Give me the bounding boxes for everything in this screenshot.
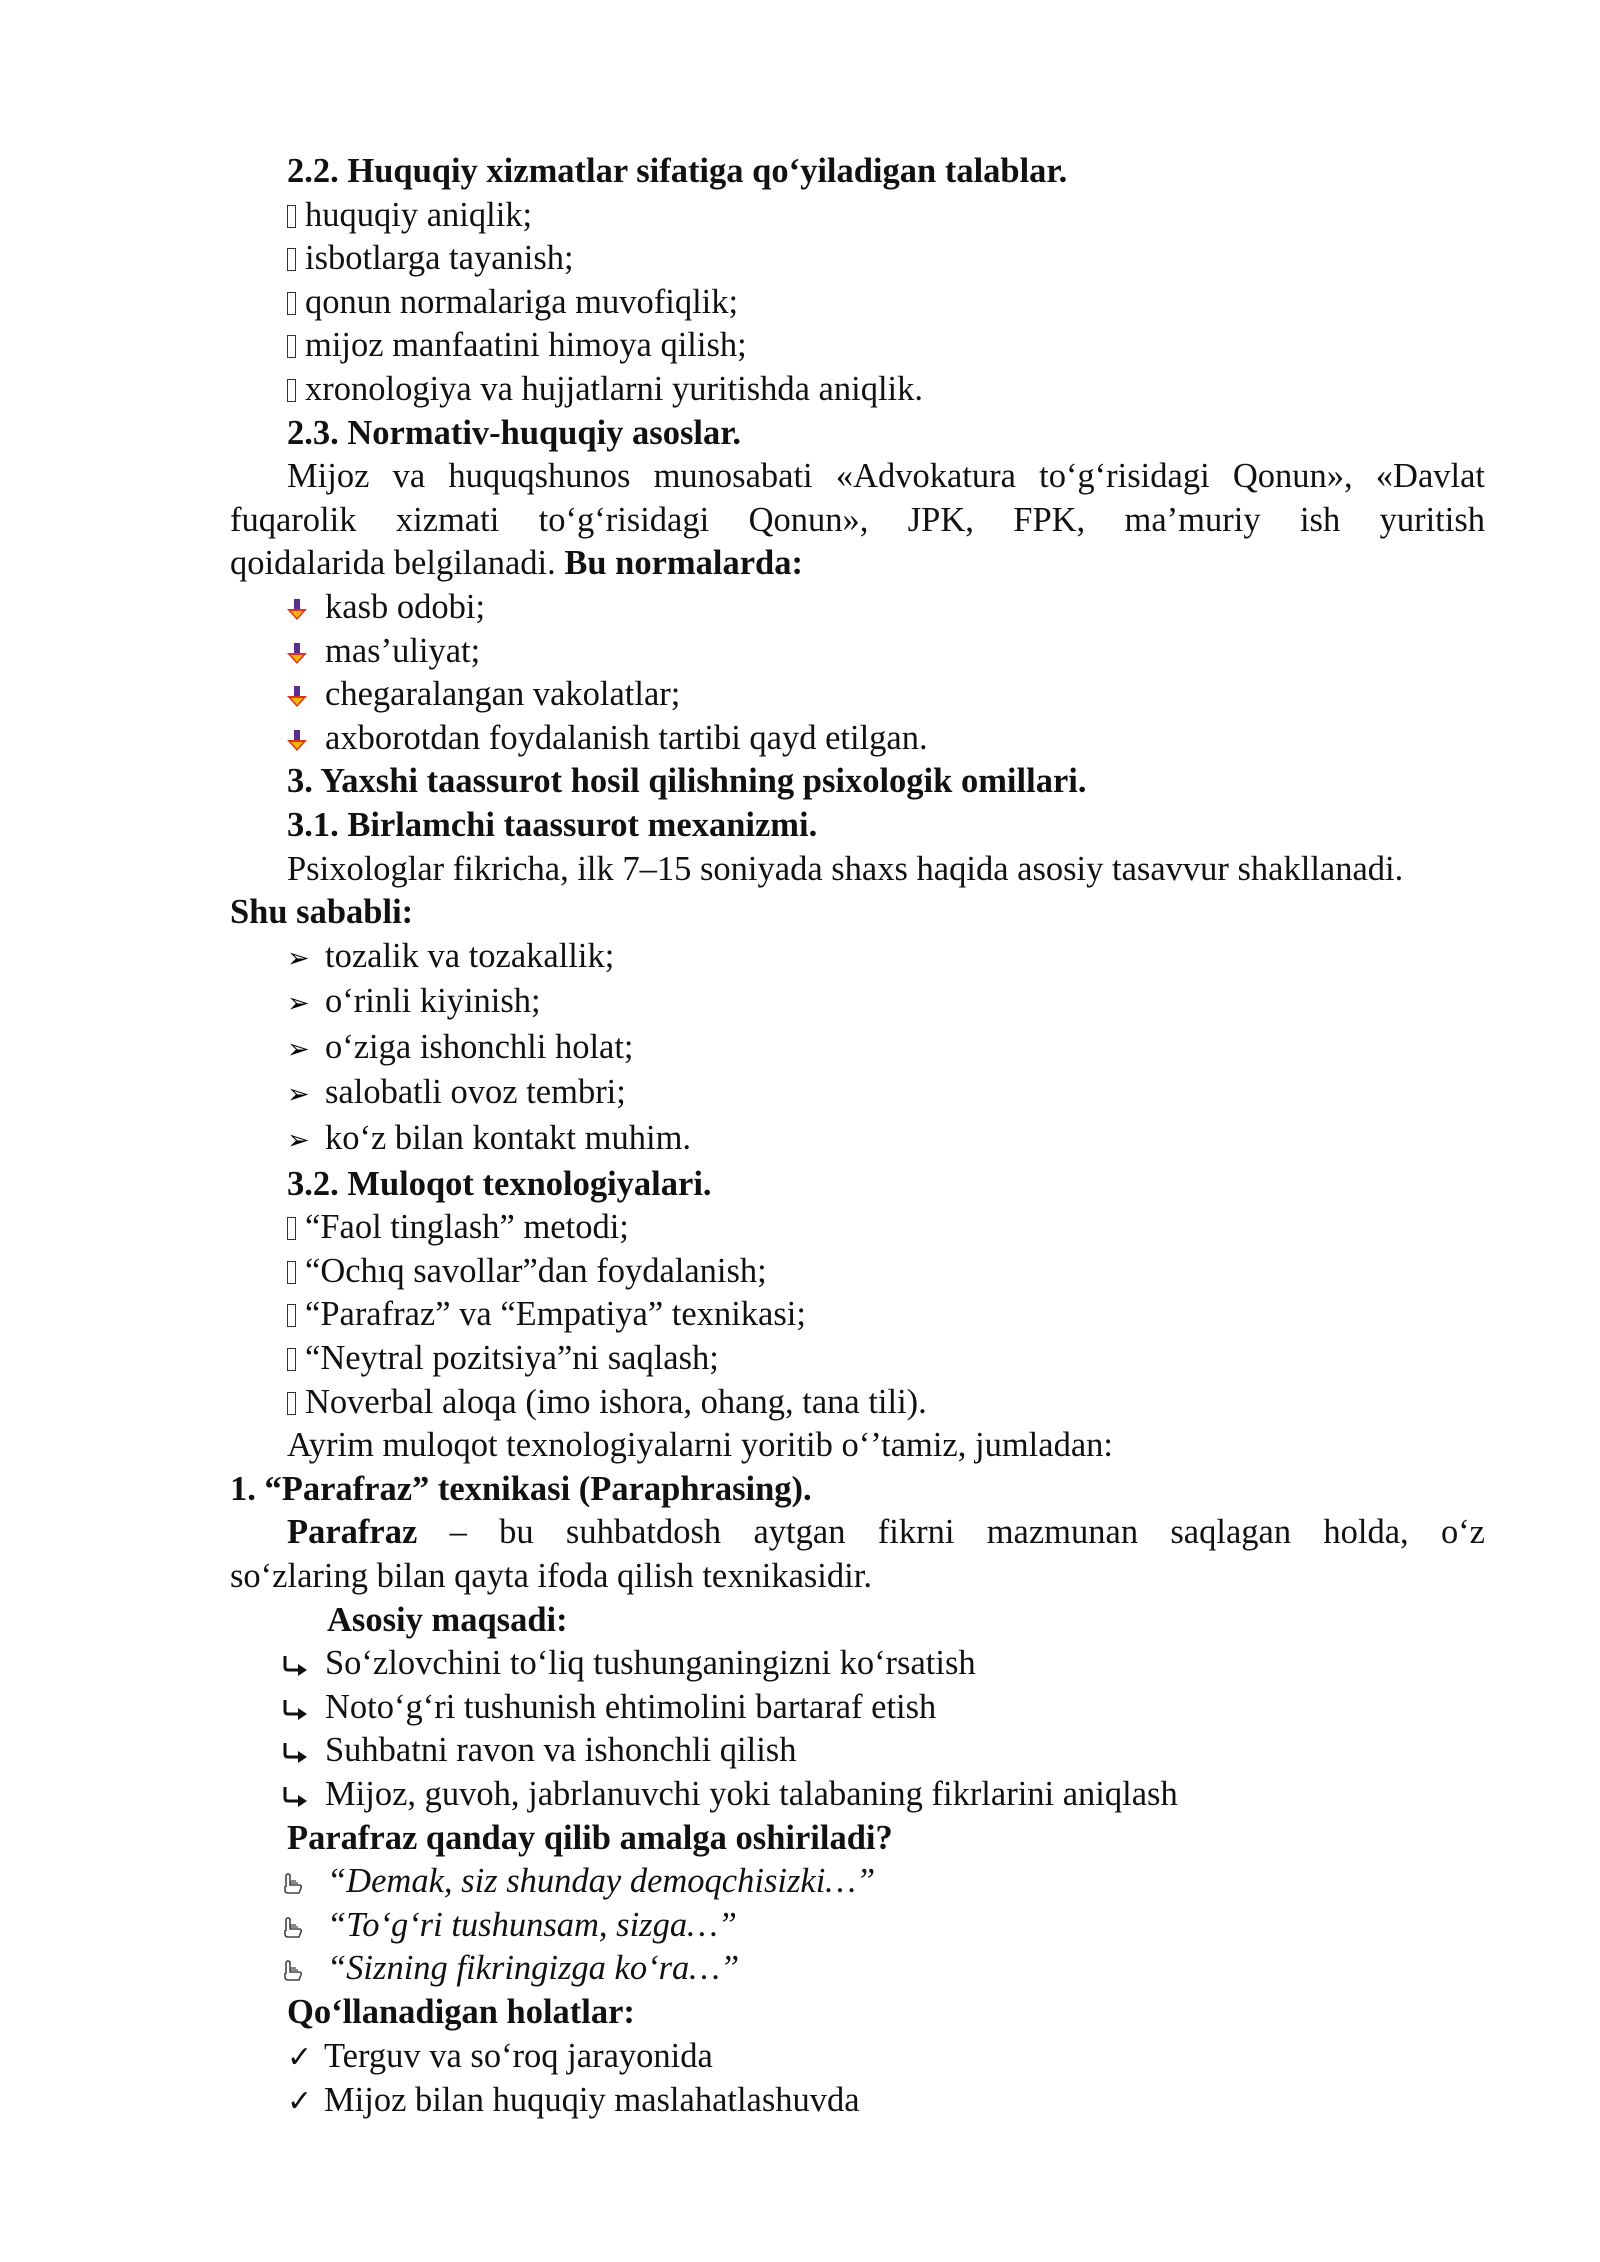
section-heading-3: 3. Yaxshi taassurot hosil qilishning psixologik omillari. <box>287 762 1087 801</box>
check-mark-icon: ✓ <box>287 2084 313 2120</box>
document-page <box>230 150 1485 2124</box>
list-item: kasb odobi; <box>230 586 1485 630</box>
empty-box-icon <box>287 1250 305 1294</box>
requirements-list <box>230 194 1485 412</box>
curved-arrow-icon <box>282 1773 325 1817</box>
usage-list <box>230 2035 1485 2124</box>
empty-box-icon <box>287 1293 305 1337</box>
section-heading-parafraz: 1. “Parafraz” texnikasi (Paraphrasing). <box>230 1469 812 1508</box>
list-item: Noto‘g‘ri tushunish ehtimolini bartaraf etish <box>230 1686 1485 1730</box>
empty-box-icon <box>287 1381 305 1425</box>
empty-box-icon <box>287 1206 305 1250</box>
paragraph-line: Mijoz va huquqshunos munosabati «Advokatura to‘g‘risidagi Qonun», «Davlat <box>287 457 1485 496</box>
empty-box-icon <box>287 1337 305 1381</box>
right-triangle-icon: ➢ <box>287 1125 310 1157</box>
list-item: So‘zlovchini to‘liq tushunganingizni ko‘rsatish <box>230 1642 1485 1686</box>
list-item: ➢ o‘rinli kiyinish; <box>230 980 1485 1026</box>
list-item: “Sizning fikringizga ko‘ra…” <box>230 1947 1485 1991</box>
right-triangle-icon: ➢ <box>287 942 310 974</box>
paragraph-line: fuqarolik xizmati to‘g‘risidagi Qonun», JPK, FPK, ma’muriy ish yuritish <box>230 500 1485 539</box>
list-item: “Ochıq savollar”dan foydalanish; <box>230 1250 1485 1294</box>
list-item: ✓ Terguv va so‘roq jarayonida <box>230 2035 1485 2080</box>
list-item: isbotlarga tayanish; <box>230 237 1485 281</box>
list-item: huquqiy aniqlik; <box>230 194 1485 238</box>
right-triangle-icon: ➢ <box>287 1033 310 1065</box>
list-item: mas’uliyat; <box>230 630 1485 674</box>
right-triangle-icon: ➢ <box>287 988 310 1020</box>
curved-arrow-icon <box>282 1686 325 1730</box>
first-impression-list <box>230 935 1485 1163</box>
list-item: “Parafraz” va “Empatiya” texnikasi; <box>230 1293 1485 1337</box>
norms-list <box>230 586 1485 760</box>
pointing-hand-icon <box>282 1860 327 1904</box>
communication-tech-list <box>230 1206 1485 1424</box>
bold-lead: Bu normalarda: <box>564 544 803 583</box>
empty-box-icon <box>287 194 305 238</box>
down-arrow-icon <box>287 717 325 761</box>
bold-lead: Shu sababli: <box>230 893 414 932</box>
list-item: xronologiya va hujjatlarni yuritishda aniqlik. <box>230 368 1485 412</box>
down-arrow-icon <box>287 630 325 674</box>
how-heading: Parafraz qanday qilib amalga oshiriladi? <box>287 1818 893 1857</box>
list-item: axborotdan foydalanish tartibi qayd etilgan. <box>230 717 1485 761</box>
section-heading-3-1: 3.1. Birlamchi taassurot mexanizmi. <box>287 805 818 844</box>
paragraph-line: Parafraz – bu suhbatdosh aytgan fikrni mazmunan saqlagan holda, o‘z <box>287 1513 1485 1552</box>
list-item: ➢ o‘ziga ishonchli holat; <box>230 1026 1485 1072</box>
list-item: Suhbatni ravon va ishonchli qilish <box>230 1729 1485 1773</box>
curved-arrow-icon <box>282 1642 325 1686</box>
curved-arrow-icon <box>282 1729 325 1773</box>
down-arrow-icon <box>287 673 325 717</box>
list-item: Mijoz, guvoh, jabrlanuvchi yoki talabaning fikrlarini aniqlash <box>230 1773 1485 1817</box>
list-item: “To‘g‘ri tushunsam, sizga…” <box>230 1904 1485 1948</box>
section-heading-2-3: 2.3. Normativ-huquqiy asoslar. <box>287 413 742 452</box>
section-heading-2-2: 2.2. Huquqiy xizmatlar sifatiga qo‘yiladigan talablar. <box>287 152 1068 190</box>
empty-box-icon <box>287 237 305 281</box>
right-triangle-icon: ➢ <box>287 1079 310 1111</box>
list-item: “Faol tinglash” metodi; <box>230 1206 1485 1250</box>
term: Parafraz <box>287 1513 418 1552</box>
paragraph-line: qoidalarida belgilanadi. Bu normalarda: <box>230 544 803 583</box>
goal-heading: Asosiy maqsadi: <box>327 1600 568 1639</box>
down-arrow-icon <box>287 586 325 630</box>
empty-box-icon <box>287 281 305 325</box>
list-item: ➢ ko‘z bilan kontakt muhim. <box>230 1117 1485 1163</box>
list-item: ➢ tozalik va tozakallik; <box>230 935 1485 981</box>
list-item: “Demak, siz shunday demoqchisizki…” <box>230 1860 1485 1904</box>
pointing-hand-icon <box>282 1947 327 1991</box>
pointing-hand-icon <box>282 1904 327 1948</box>
empty-box-icon <box>287 368 305 412</box>
list-item: qonun normalariga muvofiqlik; <box>230 281 1485 325</box>
empty-box-icon <box>287 324 305 368</box>
list-item: ✓ Mijoz bilan huquqiy maslahatlashuvda <box>230 2079 1485 2124</box>
paragraph-line: so‘zlaring bilan qayta ifoda qilish texnikasidir. <box>230 1557 872 1595</box>
list-item: “Neytral pozitsiya”ni saqlash; <box>230 1337 1485 1381</box>
paragraph-line: Ayrim muloqot texnologiyalarni yoritib o‘’tamiz, jumladan: <box>287 1426 1113 1465</box>
list-item: ➢ salobatli ovoz tembri; <box>230 1071 1485 1117</box>
section-heading-3-2: 3.2. Muloqot texnologiyalari. <box>287 1164 712 1203</box>
list-item: chegaralangan vakolatlar; <box>230 673 1485 717</box>
examples-list <box>230 1860 1485 1991</box>
list-item: Noverbal aloqa (imo ishora, ohang, tana tili). <box>230 1381 1485 1425</box>
list-item: mijoz manfaatini himoya qilish; <box>230 324 1485 368</box>
goals-list <box>230 1642 1485 1816</box>
check-mark-icon: ✓ <box>287 2039 313 2075</box>
paragraph-line: Psixologlar fikricha, ilk 7–15 soniyada shaxs haqida asosiy tasavvur shakllanadi. <box>287 849 1404 888</box>
usage-heading: Qo‘llanadigan holatlar: <box>287 1992 635 2031</box>
